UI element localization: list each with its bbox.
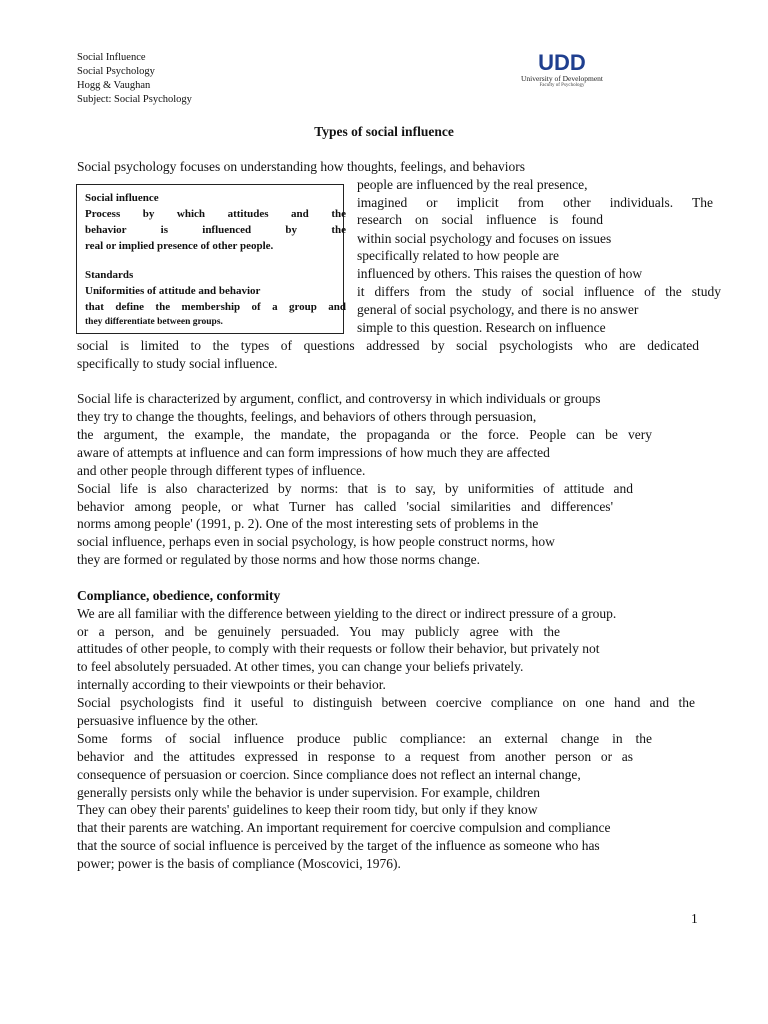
sidebox-definition-line: real or implied presence of other people. — [85, 240, 274, 252]
paragraph-line: research on social influence is found — [357, 212, 603, 227]
header-line: Social Influence — [77, 52, 146, 63]
paragraph-line: persuasive influence by the other. — [77, 713, 259, 728]
logo-mark-text: UDD — [538, 50, 586, 74]
sidebox-definition-line: that define the membership of a group and — [85, 301, 346, 313]
paragraph-line: simple to this question. Research on influence — [357, 320, 606, 335]
paragraph-line: within social psychology and focuses on issues — [357, 231, 612, 246]
university-logo — [498, 50, 626, 98]
paragraph-line: influenced by others. This raises the question of how — [357, 266, 643, 281]
paragraph-line: imagined or implicit from other individuals. The — [357, 195, 713, 210]
sidebox-heading: Social influence — [85, 192, 159, 204]
paragraph-line: behavior among people, or what Turner has called 'social similarities and differences' — [77, 499, 613, 514]
paragraph-line: behavior and the attitudes expressed in response to a request from another person or as — [77, 749, 633, 764]
page-number: 1 — [691, 911, 698, 926]
intro-line: Social psychology focuses on understanding how thoughts, feelings, and behaviors — [77, 159, 526, 174]
definition-sidebox — [76, 184, 344, 334]
header-line: Social Psychology — [77, 66, 155, 77]
paragraph-line: or a person, and be genuinely persuaded. You may publicly agree with the — [77, 624, 560, 639]
paragraph-line: the argument, the example, the mandate, the propaganda or the force. People can be very — [77, 427, 652, 442]
paragraph-line: they are formed or regulated by those norms and how those norms change. — [77, 552, 481, 567]
header-line: Subject: Social Psychology — [77, 94, 192, 105]
paragraph-line: social is limited to the types of questions addressed by social psychologists who are dedicated — [77, 338, 699, 353]
paragraph-line: We are all familiar with the difference between yielding to the direct or indirect pressure of a group. — [77, 606, 617, 621]
paragraph-line: social influence, perhaps even in social psychology, is how people construct norms, how — [77, 534, 555, 549]
header-line: Hogg & Vaughan — [77, 80, 151, 91]
paragraph-line: consequence of persuasion or coercion. Since compliance does not reflect an internal change, — [77, 767, 581, 782]
paragraph-line: generally persists only while the behavior is under supervision. For example, children — [77, 785, 541, 800]
sidebox-heading: Standards — [85, 269, 134, 281]
paragraph-line: Some forms of social influence produce public compliance: an external change in the — [77, 731, 652, 746]
udd-logo-mark-icon — [529, 50, 595, 74]
header-metadata — [77, 51, 192, 107]
sidebox-definition-line: Uniformities of attitude and behavior — [85, 285, 261, 297]
paragraph-line: it differs from the study of social influence of the study — [357, 284, 721, 299]
faculty-name: Faculty of Psychology — [539, 83, 585, 88]
paragraph-line: They can obey their parents' guidelines to keep their room tidy, but only if they know — [77, 802, 538, 817]
page-title: Types of social influence — [314, 124, 454, 139]
paragraph-line: aware of attempts at influence and can form impressions of how much they are affected — [77, 445, 550, 460]
paragraph-line: that their parents are watching. An important requirement for coercive compulsion and compliance — [77, 820, 611, 835]
paragraph-line: people are influenced by the real presence, — [357, 177, 588, 192]
paragraph-line: Social life is also characterized by norms: that is to say, by uniformities of attitude and — [77, 481, 633, 496]
paragraph-line: internally according to their viewpoints or their behavior. — [77, 677, 386, 692]
paragraph-line: specifically related to how people are — [357, 248, 560, 263]
sidebox-definition-line: Process by which attitudes and the — [85, 208, 346, 220]
paragraph-line: and other people through different types of influence. — [77, 463, 366, 478]
sidebox-definition-line: behavior is influenced by the — [85, 224, 346, 236]
paragraph-line: attitudes of other people, to comply with their requests or follow their behavior, but privately not — [77, 641, 600, 656]
paragraph-line: norms among people' (1991, p. 2). One of the most interesting sets of problems in the — [77, 516, 539, 531]
paragraph-line: general of social psychology, and there is no answer — [357, 302, 639, 317]
paragraph-line: that the source of social influence is perceived by the target of the influence as someone who has — [77, 838, 600, 853]
university-name: University of Development — [520, 74, 604, 83]
paragraph-line: Social life is characterized by argument, conflict, and controversy in which individuals or groups — [77, 391, 601, 406]
paragraph-line: specifically to study social influence. — [77, 356, 278, 371]
paragraph-line: they try to change the thoughts, feelings, and behaviors of others through persuasion, — [77, 409, 537, 424]
paragraph-line: Social psychologists find it useful to distinguish between coercive compliance on one hand and the — [77, 695, 695, 710]
paragraph-line: to feel absolutely persuaded. At other times, you can change your beliefs privately. — [77, 659, 524, 674]
sidebox-definition-line: they differentiate between groups. — [85, 317, 223, 327]
paragraph-line: power; power is the basis of compliance (Moscovici, 1976). — [77, 856, 401, 871]
section-heading: Compliance, obedience, conformity — [77, 588, 281, 603]
